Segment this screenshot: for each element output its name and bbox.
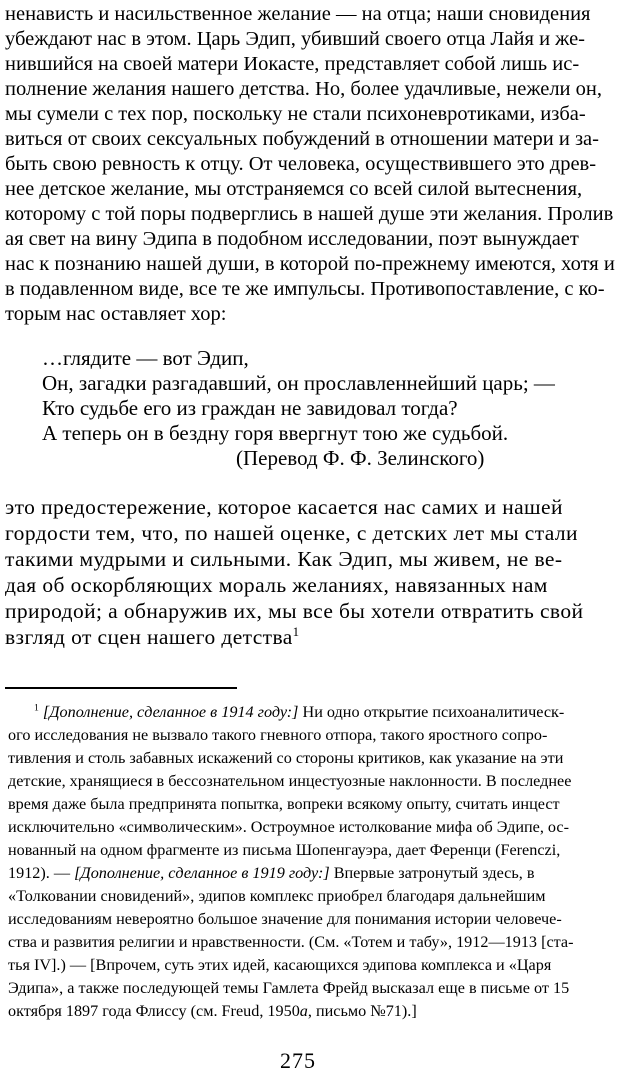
verse-line: Он, загадки разгадавший, он прославленнейший царь; —: [42, 371, 555, 395]
footnote-line: исключительно «символическим». Остроумное истолкование мифа об Эдипе, ос-: [8, 818, 570, 836]
footnote-line: нованный на одном фрагменте из письма Шопенгауэра, дает Ференци (Ferenczi,: [8, 841, 561, 859]
footnote-line: [8, 865, 534, 881]
text-line: которому с той поры подверглись в нашей душе эти желания. Пролив: [5, 203, 614, 225]
footnote-italic-note: [Дополнение, сделанное в 1919 году:]: [74, 864, 330, 882]
text-line: нее детское желание, мы отстраняемся со всей силой вытеснения,: [5, 178, 583, 200]
page-number: 275: [280, 1048, 316, 1073]
verse-line: Кто судьбе его из граждан не завидовал тогда?: [42, 396, 458, 420]
text-line: в подавленном виде, все те же импульсы. Противопоставление, с ко-: [5, 278, 605, 300]
text-span: октября 1897 года Флиссу (см. Freud, 1950: [8, 1002, 300, 1020]
text-line: нившийся на своей матери Иокасте, представляет собой лишь ис-: [5, 53, 580, 75]
footnote-line: тья IV].) — [Впрочем, суть этих идей, касающихся эдипова комплекса и «Царя: [8, 956, 552, 974]
text-line: ая свет на вину Эдипа в подобном исследовании, поэт вынуждает: [5, 228, 579, 250]
text-line: это предостережение, которое касается нас самих и нашей: [5, 495, 563, 519]
text-span: a: [299, 1002, 308, 1020]
text-line: природой; а обнаружив их, мы все бы хотели отвратить свой: [5, 599, 584, 623]
footnote-line: время даже была предпринята попытка, вопреки всякому опыту, считать инцест: [8, 795, 560, 813]
footnote-line: детские, хранящиеся в бессознательном инцестуозные наклонности. В последнее: [8, 772, 572, 790]
footnote-line: «Толковании сновидений», эдипов комплекс приобрел благодаря дальнейшим: [8, 887, 546, 905]
footnote-line: тивления и столь забавных искажений со стороны критиков, как указание на эти: [8, 749, 564, 767]
footnote-marker: 1: [34, 702, 39, 714]
verse-line: …глядите — вот Эдип,: [42, 346, 249, 370]
footnote-line: ства и развития религии и нравственности. (См. «Тотем и табу», 1912—1913 [ста-: [8, 933, 574, 951]
footnote-reference[interactable]: 1: [292, 624, 300, 639]
footnote-line: Эдипа», а также последующей темы Гамлета Фрейд высказал еще в письме от 15: [8, 979, 570, 997]
text-span: , письмо №71).]: [307, 1002, 417, 1020]
text-line: дая об оскорбляющих мораль желаниях, навязанных нам: [5, 573, 548, 597]
text-span: 1912). —: [8, 864, 75, 882]
text-line: мы сумели с тех пор, поскольку не стали психоневротиками, изба-: [5, 103, 586, 125]
text-span: взгляд от сцен нашего детства: [5, 625, 293, 649]
footnote-separator: [5, 687, 237, 689]
text-line: быть свою ревность к отцу. От человека, осуществившего это древ-: [5, 153, 597, 175]
text-line: виться от своих сексуальных побуждений в отношении матери и за-: [5, 128, 599, 150]
verse-line: А теперь он в бездну горя ввергнут тою же судьбой.: [42, 421, 509, 445]
text-span: Ни одно открытие психоаналитическ-: [298, 703, 565, 721]
text-span: Впервые затронутый здесь, в: [329, 864, 535, 882]
text-line: нас к познанию нашей души, в которой по-прежнему имеются, хотя и: [5, 253, 615, 275]
footnote-line: ого исследования не вызвало такого гневного отпора, такого яростного сопро-: [8, 726, 548, 744]
footnote-italic-note: [Дополнение, сделанное в 1914 году:]: [42, 703, 299, 721]
footnote-line: [8, 1003, 417, 1019]
footnote-line: [34, 704, 564, 720]
text-line: ненависть и насильственное желание — на отца; наши сновидения: [5, 3, 591, 25]
translation-credit: (Перевод Ф. Ф. Зелинского): [236, 446, 485, 470]
text-line: гордости тем, что, по нашей оценке, с детских лет мы стали: [5, 521, 578, 545]
text-line: убеждают нас в этом. Царь Эдип, убивший своего отца Лайя и же-: [5, 28, 585, 50]
text-line: торым нас оставляет хор:: [5, 303, 227, 325]
text-line: [5, 624, 300, 649]
text-line: полнение желания нашего детства. Но, более удачливые, нежели он,: [5, 78, 602, 100]
footnote-line: исследованиям невероятно большое значение для понимания истории человече-: [8, 910, 562, 928]
text-line: такими мудрыми и сильными. Как Эдип, мы живем, не ве-: [5, 547, 563, 571]
